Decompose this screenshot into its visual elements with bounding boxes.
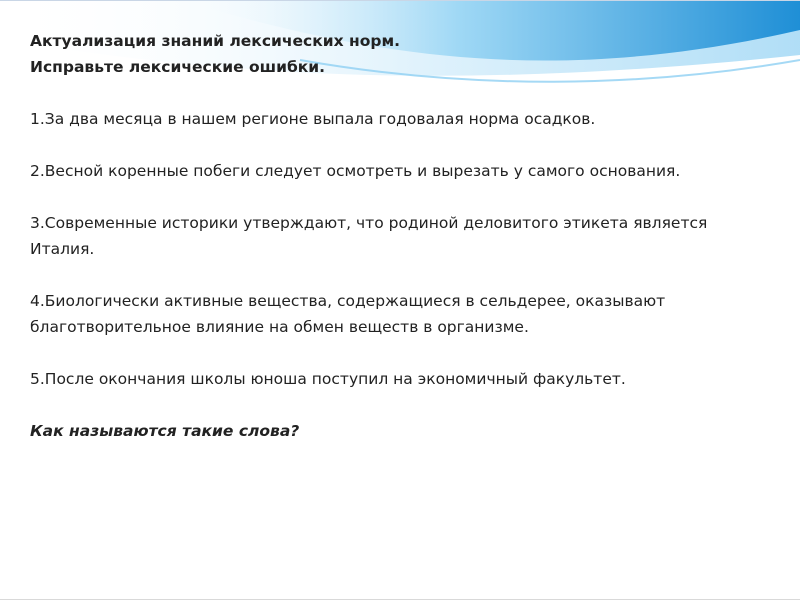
list-item: 5.После окончания школы юноша поступил на экономичный факультет. xyxy=(30,370,626,388)
slide-content xyxy=(30,28,760,444)
question-text: Как называются такие слова? xyxy=(30,422,300,440)
list-item: 3.Современные историки утверждают, что родиной деловитого этикета является Италия. xyxy=(30,214,708,258)
slide-title: Актуализация знаний лексических норм. xyxy=(30,32,401,50)
list-item: 2.Весной коренные побеги следует осмотреть и вырезать у самого основания. xyxy=(30,162,681,180)
list-item: 4.Биологически активные вещества, содержащиеся в сельдерее, оказывают благотворительное влияние на обмен веществ в организме. xyxy=(30,292,666,336)
list-item: 1.За два месяца в нашем регионе выпала годовалая норма осадков. xyxy=(30,110,596,128)
slide-subtitle: Исправьте лексические ошибки. xyxy=(30,58,326,76)
